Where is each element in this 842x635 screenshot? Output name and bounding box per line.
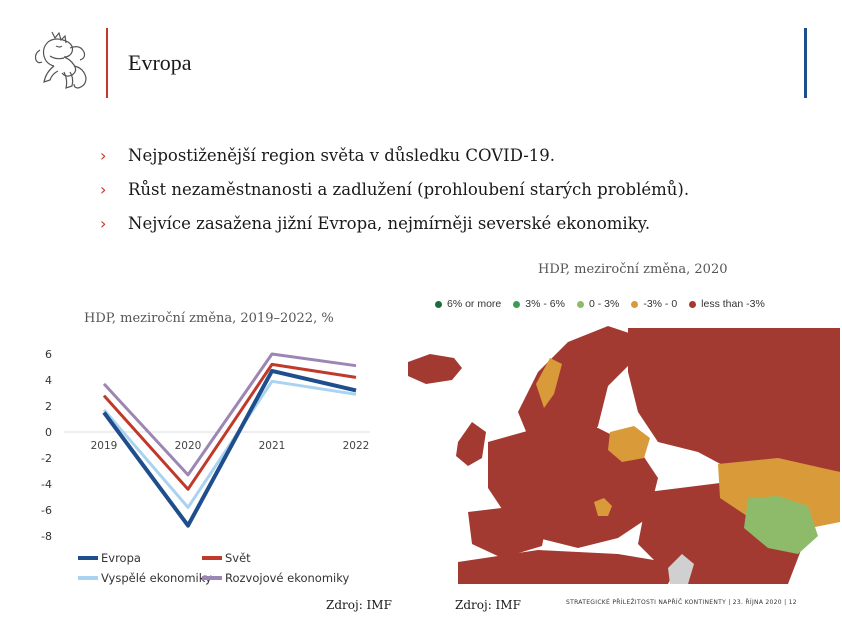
chevron-right-icon: › <box>100 146 107 165</box>
gdp-line-chart <box>30 336 400 596</box>
y-tick-label: 0 <box>45 426 52 439</box>
y-tick-label: -8 <box>41 530 52 543</box>
legend-label: 0 - 3% <box>588 298 620 310</box>
x-tick-label: 2020 <box>174 440 202 452</box>
y-tick-label: -6 <box>41 504 52 517</box>
legend-label: less than -3% <box>701 298 765 310</box>
bullet-text: Růst nezaměstnanosti a zadlužení (prohloubení starých problémů). <box>128 180 690 199</box>
legend-entry <box>513 298 565 310</box>
y-tick-label: 4 <box>45 374 52 387</box>
footer-text: STRATEGICKÉ PŘÍLEŽITOSTI NAPŘÍČ KONTINENTY | 23. ŘÍJNA 2020 | 12 <box>566 599 797 606</box>
gdp-change-map <box>398 292 840 584</box>
chart-title: HDP, meziroční změna, 2019–2022, % <box>84 311 334 326</box>
legend-label: -3% - 0 <box>643 298 678 310</box>
legend-swatch <box>513 301 520 308</box>
legend-swatch <box>631 301 638 308</box>
legend-swatch <box>689 301 696 308</box>
legend-entry <box>435 298 501 310</box>
legend-swatch <box>577 301 584 308</box>
legend-swatch <box>435 301 442 308</box>
y-tick-label: -2 <box>41 452 52 465</box>
page-title: Evropa <box>128 50 192 75</box>
x-tick-label: 2019 <box>90 440 118 452</box>
czech-lion-emblem-icon <box>30 26 92 98</box>
legend-entry <box>631 298 677 310</box>
x-tick-label: 2022 <box>342 440 370 452</box>
bullet-text: Nejvíce zasažena jižní Evropa, nejmírněji severské ekonomiky. <box>128 214 651 233</box>
legend-label: Vyspělé ekonomiky <box>101 571 212 585</box>
header-divider-red <box>106 28 108 98</box>
legend-label: Rozvojové ekonomiky <box>225 571 350 585</box>
bullet-text: Nejpostiženější region světa v důsledku COVID-19. <box>128 146 556 165</box>
map-legend <box>435 298 765 310</box>
map-title: HDP, meziroční změna, 2020 <box>538 262 728 277</box>
chevron-right-icon: › <box>100 214 107 233</box>
y-tick-label: 6 <box>45 348 52 361</box>
header-divider-blue <box>804 28 807 98</box>
y-tick-label: 2 <box>45 400 52 413</box>
legend-label: Svět <box>225 551 251 565</box>
y-tick-label: -4 <box>41 478 52 491</box>
legend-entry <box>577 298 619 310</box>
x-tick-label: 2021 <box>258 440 286 452</box>
legend-label: 3% - 6% <box>525 298 565 310</box>
series-line-evropa <box>104 371 356 526</box>
map-source: Zdroj: IMF <box>455 598 521 612</box>
chevron-right-icon: › <box>100 180 107 199</box>
legend-entry <box>689 298 765 310</box>
chart-source: Zdroj: IMF <box>326 598 392 612</box>
legend-label: 6% or more <box>447 298 502 310</box>
legend-label: Evropa <box>101 551 141 565</box>
